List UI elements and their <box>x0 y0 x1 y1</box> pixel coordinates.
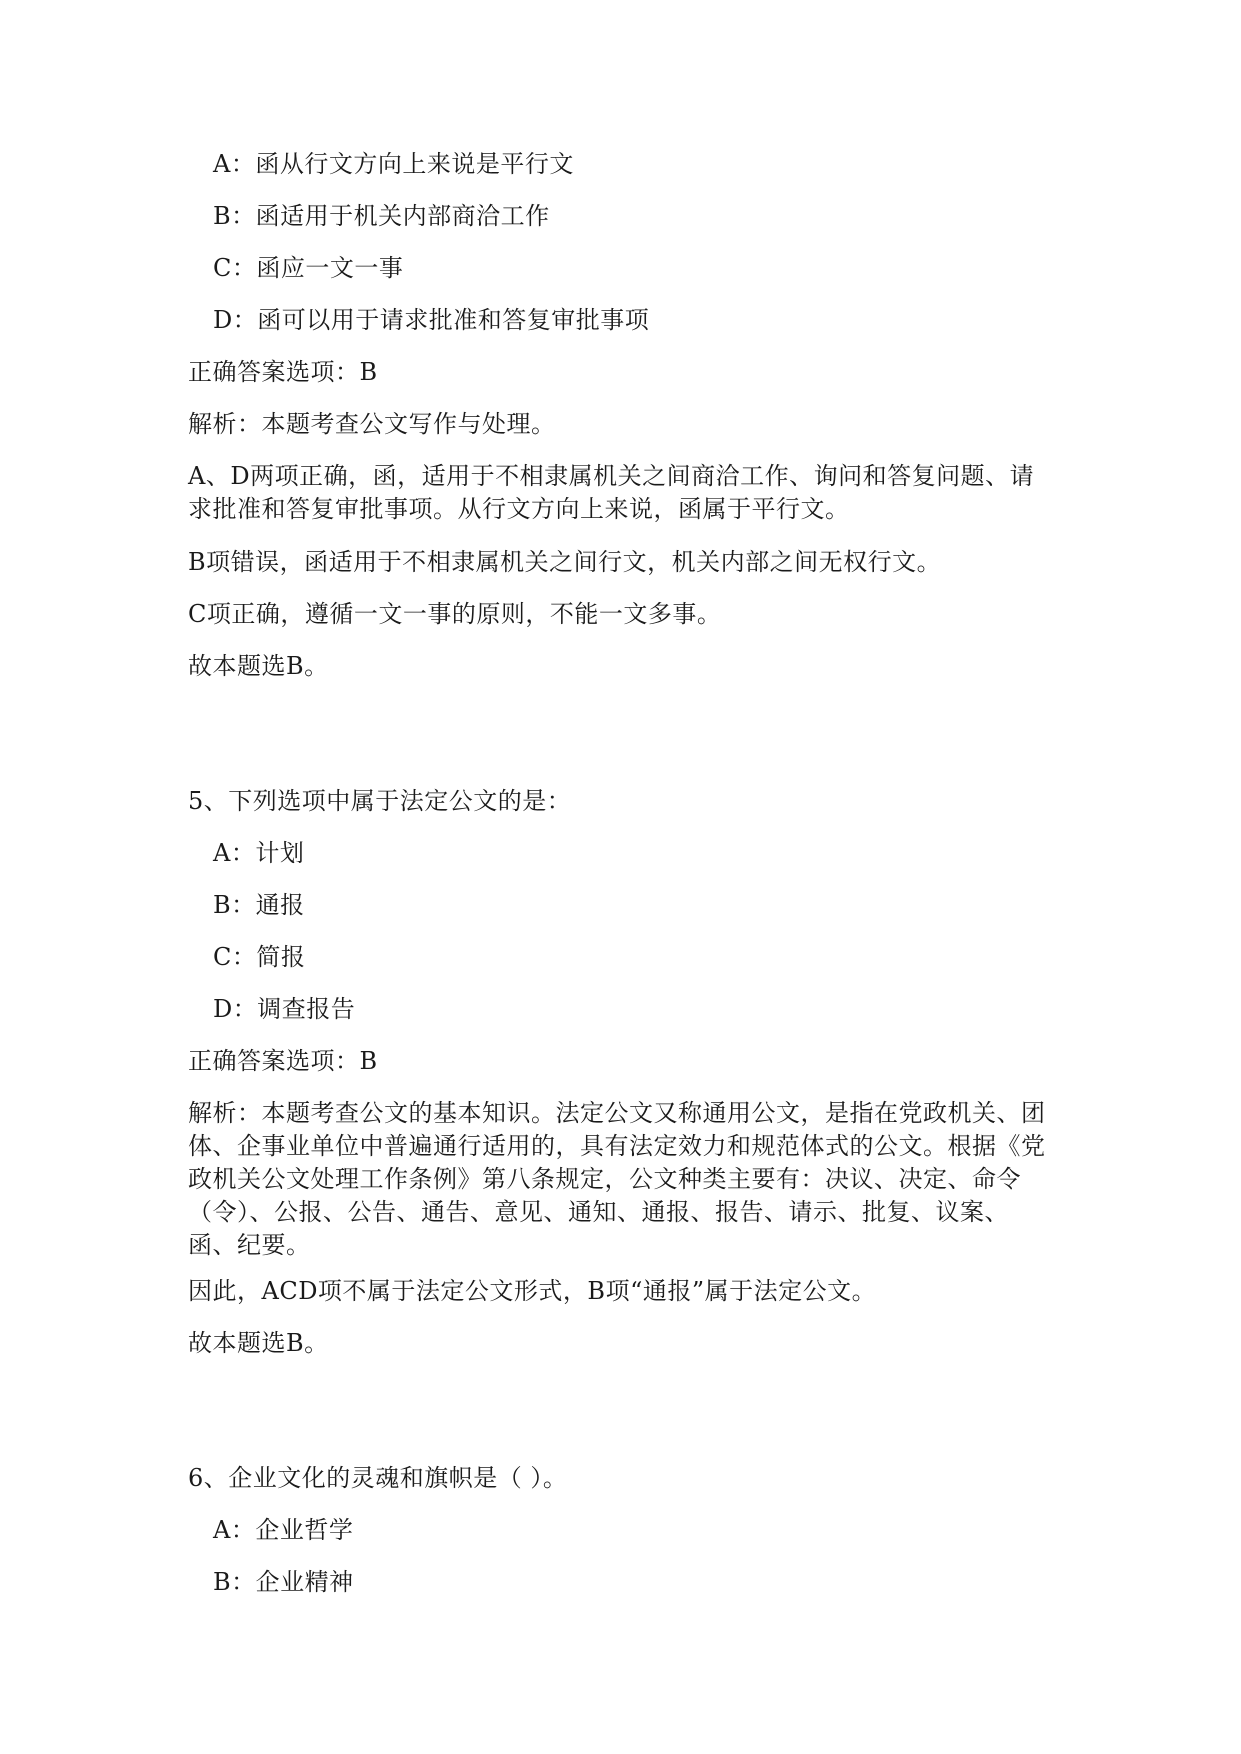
q4-option-c: C：函应一文一事 <box>213 254 404 282</box>
q4-option-a: A：函从行文方向上来说是平行文 <box>213 150 574 178</box>
q6-option-a: A：企业哲学 <box>213 1516 354 1544</box>
q5-option-b: B：通报 <box>213 891 305 919</box>
q5-option-c: C：简报 <box>213 943 306 971</box>
q5-conclusion: 故本题选B。 <box>188 1329 329 1357</box>
q6-option-b: B：企业精神 <box>213 1568 354 1596</box>
q4-analysis-c: C项正确，遵循一文一事的原则，不能一文多事。 <box>188 600 722 628</box>
q5-option-a: A：计划 <box>213 839 305 867</box>
q4-option-d: D：函可以用于请求批准和答复审批事项 <box>213 306 650 334</box>
q6-question: 6、企业文化的灵魂和旗帜是（ ）。 <box>188 1464 568 1492</box>
q4-analysis-ad: A、D两项正确，函，适用于不相隶属机关之间商洽工作、询问和答复问题、请求批准和答复审批事项。从行文方向上来说，函属于平行文。 <box>188 462 1035 523</box>
q4-answer: 正确答案选项：B <box>188 358 378 386</box>
q4-option-b: B：函适用于机关内部商洽工作 <box>213 202 550 230</box>
q5-analysis-2: 因此，ACD项不属于法定公文形式，B项“通报”属于法定公文。 <box>188 1277 877 1305</box>
q4-conclusion: 故本题选B。 <box>188 652 329 680</box>
q5-option-d: D：调查报告 <box>213 995 356 1023</box>
q5-answer: 正确答案选项：B <box>188 1047 378 1075</box>
q4-analysis-b: B项错误，函适用于不相隶属机关之间行文，机关内部之间无权行文。 <box>188 548 942 576</box>
q5-question: 5、下列选项中属于法定公文的是： <box>188 787 572 815</box>
q4-analysis-intro: 解析：本题考查公文写作与处理。 <box>188 410 556 438</box>
q5-analysis: 解析：本题考查公文的基本知识。法定公文又称通用公文，是指在党政机关、团体、企事业单位中普遍通行适用的，具有法定效力和规范体式的公文。根据《党政机关公文处理工作条例》第八条规定，公文种类主要有：决议、决定、命令（令）、公报、公告、通告、意见、通知、通报、报告、请示、批复、议案、函、纪要。 <box>188 1099 1046 1259</box>
